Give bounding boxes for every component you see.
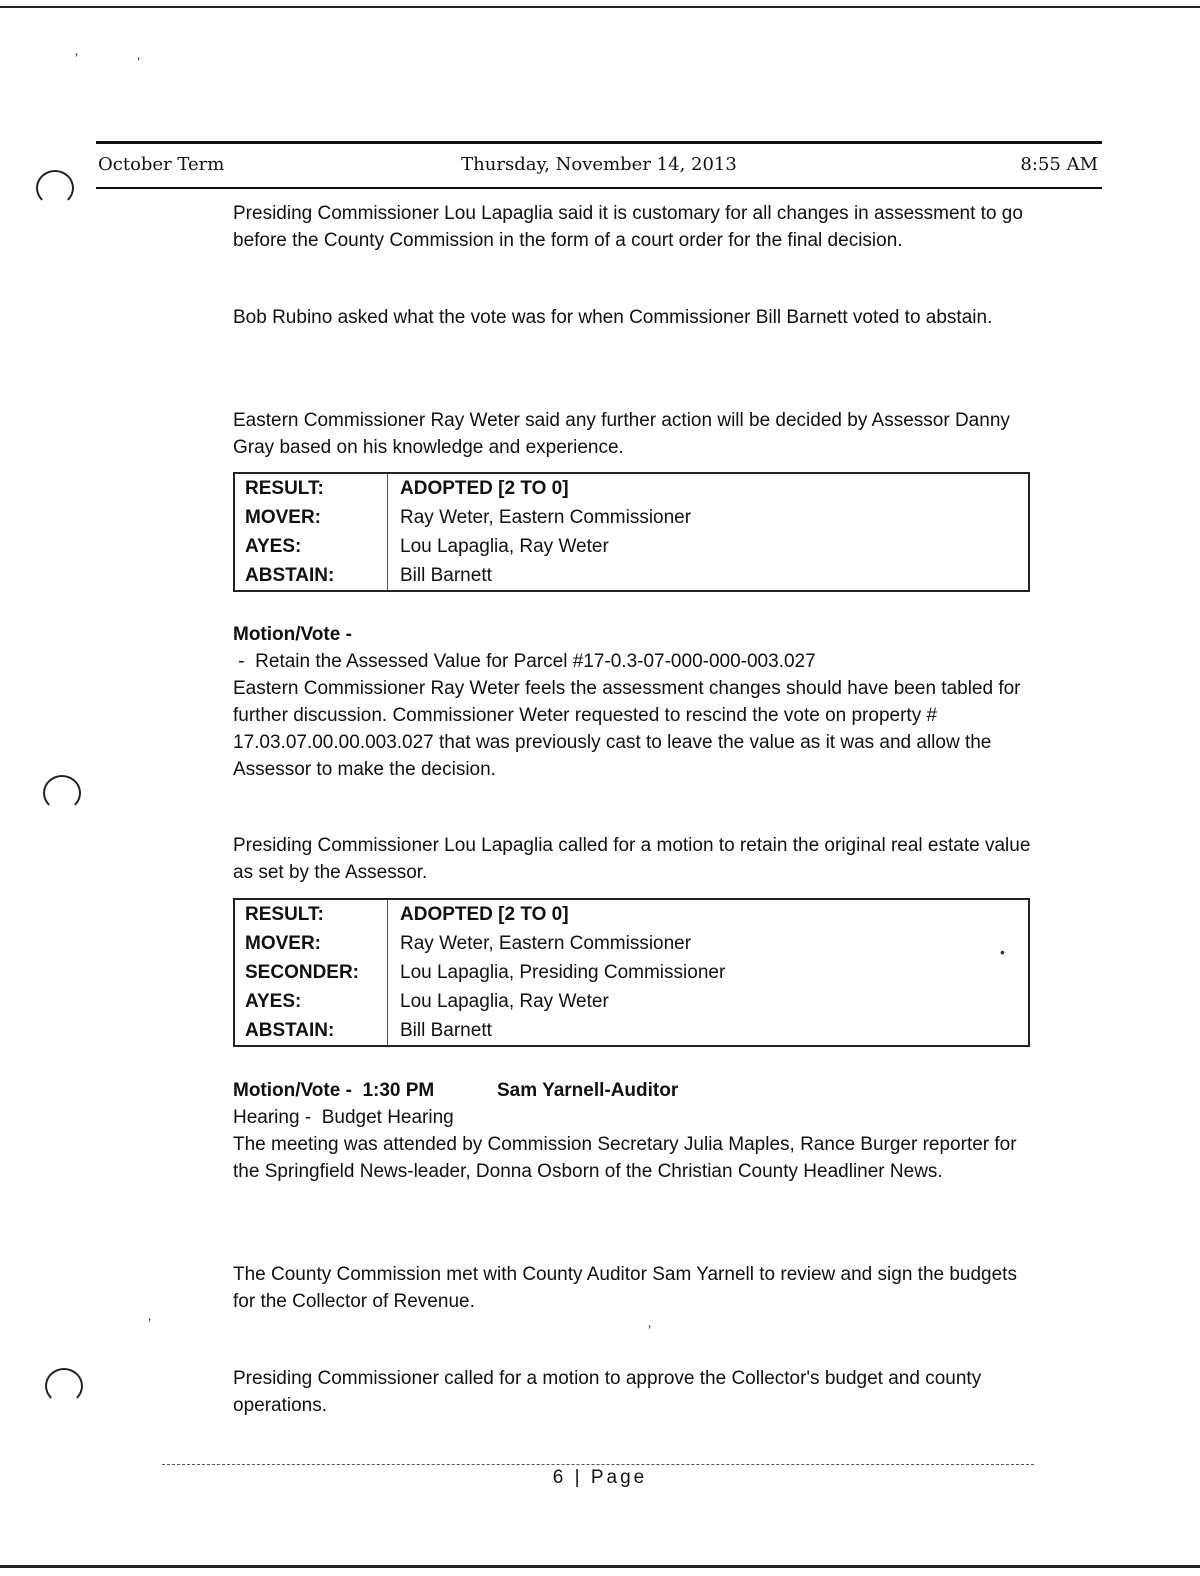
paragraph-customary-changes: Presiding Commissioner Lou Lapaglia said it is customary for all changes in assessment to go before the County Commission in the form of a court order for the final decision. [233,203,1023,251]
motion-body-2: The meeting was attended by Commission Secretary Julia Maples, Rance Burger reporter for the Springfield News-leader, Donna Osborn of the Christian County Headliner News. [233,1134,1017,1182]
vote-row [234,987,1029,1016]
vote-result-table-2 [233,898,1030,1047]
bottom-edge-rule [0,1565,1200,1568]
vote-label: RESULT: [234,899,388,929]
scan-speck: ’ [148,1315,152,1331]
scan-speck: ’ [648,1322,652,1338]
vote-row [234,473,1029,503]
vote-label: ABSTAIN: [234,561,388,591]
vote-row [234,899,1029,929]
vote-row [234,561,1029,591]
vote-label: ABSTAIN: [234,1016,388,1046]
vote-row [234,1016,1029,1046]
vote-label: AYES: [234,987,388,1016]
footer-rule [162,1464,1034,1465]
motion-body-1: Eastern Commissioner Ray Weter feels the assessment changes should have been tabled for further discussion. Commissioner Weter requested to rescind the vote on property # 17.03.07.00.00.003.027 that was previously cast to leave the value as it was and allow the Assessor to make the decision. [233,678,1021,780]
vote-value: Lou Lapaglia, Ray Weter [400,535,609,557]
vote-value: ADOPTED [2 TO 0] [400,903,569,925]
header-term: October Term [98,154,225,175]
vote-row [234,958,1029,987]
vote-label: RESULT: [234,473,388,503]
vote-label: MOVER: [234,929,388,958]
motion-item-1: - Retain the Assessed Value for Parcel #17-0.3-07-000-000-003.027 [233,651,816,672]
vote-value: ADOPTED [2 TO 0] [400,477,569,499]
vote-value: Ray Weter, Eastern Commissioner [400,506,692,528]
scan-speck: ’ [137,54,141,70]
vote-row [234,532,1029,561]
vote-label: AYES: [234,532,388,561]
paragraph-weter-statement: Eastern Commissioner Ray Weter said any further action will be decided by Assessor Danny Gray based on his knowledge and experience. [233,410,1010,458]
vote-value: Ray Weter, Eastern Commissioner [400,932,692,954]
paragraph-rubino-question: Bob Rubino asked what the vote was for when Commissioner Bill Barnett voted to abstain. [233,307,993,328]
page-header [96,141,1102,189]
vote-row [234,503,1029,532]
hearing-line: Hearing - Budget Hearing [233,1107,454,1128]
page-number: 6 | Page [552,1467,648,1488]
header-time: 8:55 AM [1020,154,1098,175]
punch-hole-middle [43,775,81,811]
paragraph-retain-value-motion: Presiding Commissioner Lou Lapaglia called for a motion to retain the original real estate value as set by the Assessor. [233,835,1031,883]
punch-hole-top [36,170,74,206]
motion-presenter: Sam Yarnell-Auditor [497,1080,679,1101]
vote-value: Bill Barnett [400,564,492,586]
motion-heading-2: Motion/Vote - 1:30 PM [233,1080,435,1101]
paragraph-auditor-meeting: The County Commission met with County Auditor Sam Yarnell to review and sign the budgets for the Collector of Revenue. [233,1264,1017,1312]
punch-hole-bottom [45,1368,83,1404]
vote-value: Lou Lapaglia, Presiding Commissioner [400,961,726,983]
vote-label: MOVER: [234,503,388,532]
top-edge-rule [0,6,1200,8]
paragraph-budget-motion: Presiding Commissioner called for a motion to approve the Collector's budget and county operations. [233,1368,982,1416]
header-date: Thursday, November 14, 2013 [461,154,737,175]
vote-result-table-1 [233,472,1030,592]
motion-heading-1: Motion/Vote - [233,624,352,645]
scan-speck: • [1000,944,1005,960]
vote-value: Lou Lapaglia, Ray Weter [400,990,609,1012]
scan-speck: ’ [75,50,79,66]
vote-label: SECONDER: [234,958,388,987]
vote-row [234,929,1029,958]
vote-value: Bill Barnett [400,1019,492,1041]
